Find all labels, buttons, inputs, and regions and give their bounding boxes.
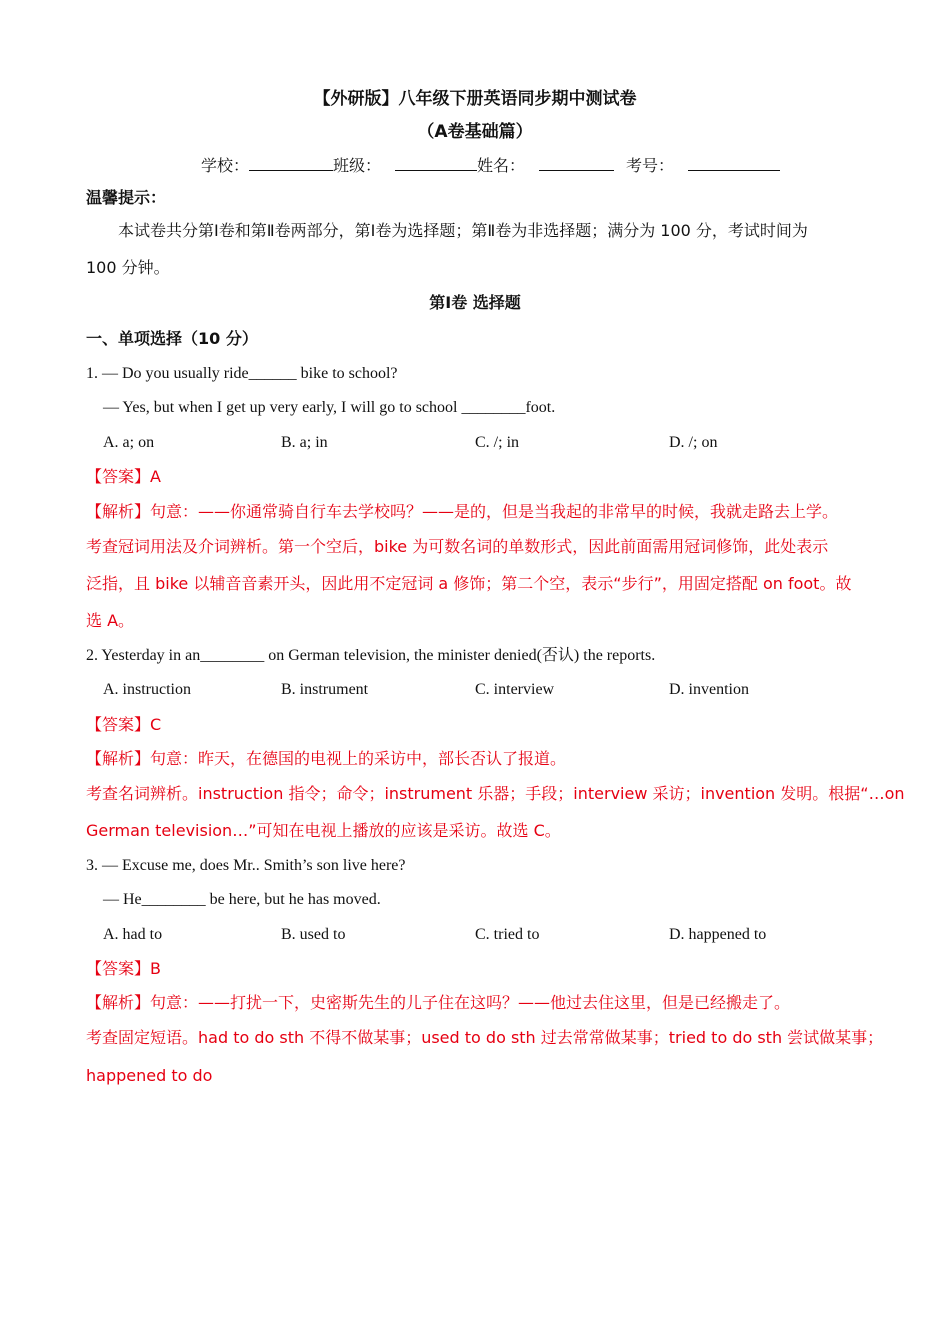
class-label: 班级： <box>333 156 382 175</box>
part-1-title: 第Ⅰ卷 选择题 <box>429 293 521 312</box>
question-1-analysis-1: 【解析】句意：——你通常骑自行车去学校吗？——是的，但是当我起的非常早的时候，我就走路去上学。 <box>86 502 839 521</box>
question-3-option-d: D. happened to <box>669 926 767 943</box>
exam-number-label: 考号： <box>626 156 675 175</box>
question-2-option-d: D. invention <box>669 681 749 698</box>
name-blank <box>539 155 614 171</box>
question-2-option-c: C. interview <box>475 681 555 698</box>
question-3-analysis-1: 【解析】句意：——打扰一下，史密斯先生的儿子住在这吗？——他过去住这里，但是已经搬走了。 <box>86 993 791 1012</box>
exam-title: 【外研版】八年级下册英语同步期中测试卷 <box>313 89 637 109</box>
question-1-answer: 【答案】A <box>86 467 161 486</box>
question-3-answer: 【答案】B <box>86 959 161 978</box>
notice-heading: 温馨提示： <box>86 188 167 207</box>
name-label: 姓名： <box>477 156 526 175</box>
student-info-line <box>201 155 780 176</box>
question-3-option-c: C. tried to <box>475 926 540 943</box>
question-2-line-1: 2. Yesterday in an________ on German television, the minister denied(否认) the reports. <box>86 647 656 664</box>
question-2-analysis-3: German television…”可知在电视上播放的应该是采访。故选 C。 <box>86 821 561 840</box>
notice-line-2: 100 分钟。 <box>86 258 170 277</box>
question-1-option-b: B. a; in <box>281 434 328 451</box>
question-2-option-a: A. instruction <box>103 681 191 698</box>
exam-number-blank <box>688 155 780 171</box>
question-3-option-a: A. had to <box>103 926 163 943</box>
question-2-answer: 【答案】C <box>86 715 162 734</box>
question-3-analysis-2: 考查固定短语。had to do sth 不得不做某事；used to do sth 过去常常做某事；tried to do sth 尝试做某事； <box>86 1028 884 1047</box>
class-blank <box>395 155 477 171</box>
question-3-option-b: B. used to <box>281 926 346 943</box>
question-1-option-c: C. /; in <box>475 434 520 451</box>
school-blank <box>249 155 333 171</box>
question-1-line-2: — Yes, but when I get up very early, I will go to school ________foot. <box>103 399 556 416</box>
exam-subtitle: （A卷基础篇） <box>417 122 533 142</box>
question-1-analysis-3: 泛指，且 bike 以辅音音素开头，因此用不定冠词 a 修饰；第二个空，表示“步行”，用固定搭配 on foot。故 <box>86 574 852 593</box>
question-1-analysis-2: 考查冠词用法及介词辨析。第一个空后，bike 为可数名词的单数形式，因此前面需用冠词修饰，此处表示 <box>86 537 829 556</box>
question-1-analysis-4: 选 A。 <box>86 611 135 630</box>
question-2-option-b: B. instrument <box>281 681 369 698</box>
question-1-line-1: 1. — Do you usually ride______ bike to school? <box>86 365 398 382</box>
question-3-line-2: — He________ be here, but he has moved. <box>103 891 381 908</box>
question-1-option-d: D. /; on <box>669 434 718 451</box>
question-3-analysis-3: happened to do <box>86 1066 213 1085</box>
notice-line-1: 本试卷共分第Ⅰ卷和第Ⅱ卷两部分，第Ⅰ卷为选择题；第Ⅱ卷为非选择题；满分为 100 分，考试时间为 <box>118 221 808 240</box>
question-1-option-a: A. a; on <box>103 434 155 451</box>
question-2-analysis-1: 【解析】句意：昨天，在德国的电视上的采访中，部长否认了报道。 <box>86 749 567 768</box>
question-2-analysis-2: 考查名词辨析。instruction 指令；命令；instrument 乐器；手段；interview 采访；invention 发明。根据“…on <box>86 784 905 803</box>
section-title: 一、单项选择（10 分） <box>86 329 258 348</box>
school-label: 学校： <box>201 156 250 175</box>
question-3-line-1: 3. — Excuse me, does Mr.. Smith’s son live here? <box>86 857 406 874</box>
